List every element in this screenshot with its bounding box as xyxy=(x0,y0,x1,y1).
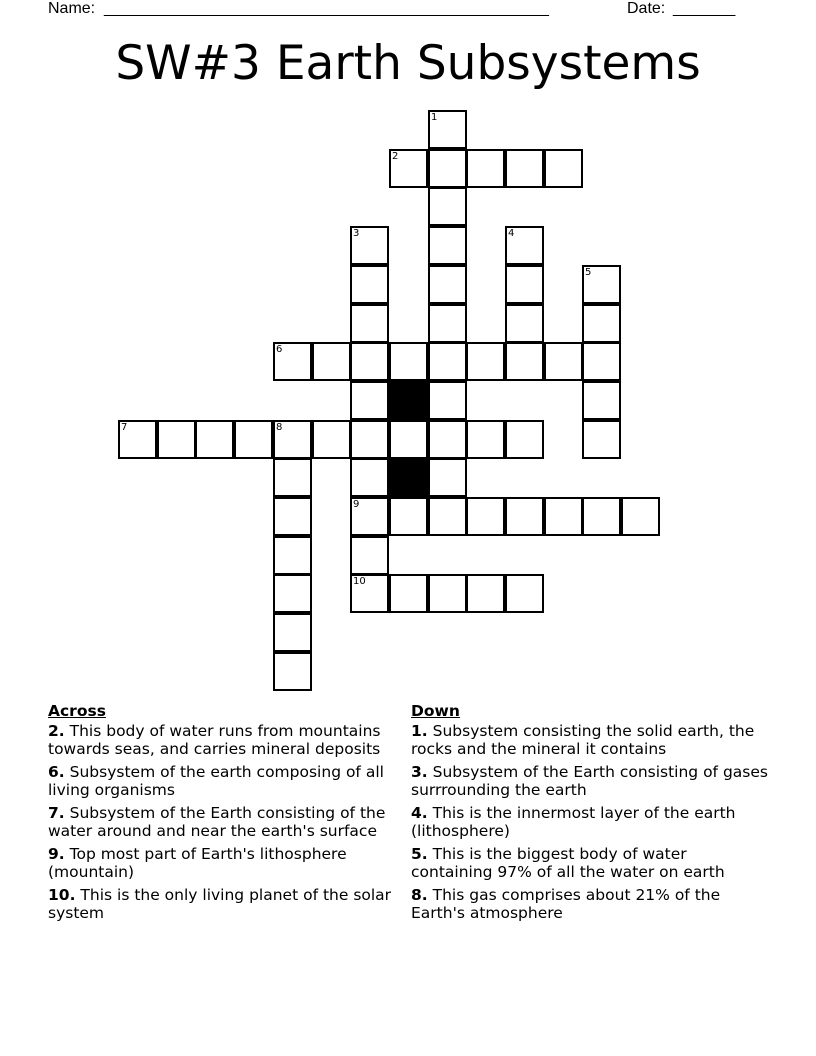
clue-text: This gas comprises about 21% of the Earth's atmosphere xyxy=(411,886,721,922)
grid-cell[interactable] xyxy=(350,574,389,613)
cell-clue-number: 9 xyxy=(353,499,360,510)
clue-item xyxy=(48,722,408,758)
grid-cell[interactable] xyxy=(505,265,544,304)
name-line[interactable]: __________________________________________________ xyxy=(104,0,549,17)
grid-cell[interactable] xyxy=(312,420,351,459)
clue-item xyxy=(411,763,771,799)
grid-cell[interactable] xyxy=(273,342,312,381)
grid-cell[interactable] xyxy=(389,574,428,613)
grid-cell[interactable] xyxy=(466,497,505,536)
grid-cell[interactable] xyxy=(428,110,467,149)
clue-text: Subsystem of the Earth consisting of gases surrrounding the earth xyxy=(411,763,768,799)
grid-cell[interactable] xyxy=(428,458,467,497)
clue-text: This is the innermost layer of the earth (lithosphere) xyxy=(411,804,736,840)
grid-cell[interactable] xyxy=(273,420,312,459)
grid-cell[interactable] xyxy=(273,652,312,691)
grid-cell[interactable] xyxy=(544,342,583,381)
clue-text: Subsystem of the Earth consisting of the water around and near the earth's surface xyxy=(48,804,386,840)
grid-cell[interactable] xyxy=(466,342,505,381)
grid-cell[interactable] xyxy=(582,342,621,381)
clue-text: Top most part of Earth's lithosphere (mountain) xyxy=(48,845,347,881)
grid-cell[interactable] xyxy=(505,497,544,536)
grid-cell[interactable] xyxy=(428,304,467,343)
grid-cell[interactable] xyxy=(428,226,467,265)
grid-cell[interactable] xyxy=(505,574,544,613)
grid-cell[interactable] xyxy=(389,497,428,536)
down-clues xyxy=(411,702,771,927)
grid-cell[interactable] xyxy=(582,304,621,343)
clue-item xyxy=(48,804,408,840)
date-line[interactable]: _______ xyxy=(673,0,736,17)
grid-cell[interactable] xyxy=(350,458,389,497)
grid-cell[interactable] xyxy=(350,304,389,343)
clue-item xyxy=(48,886,408,922)
black-cell xyxy=(389,381,428,420)
cell-clue-number: 6 xyxy=(276,344,283,355)
clue-number: 9. xyxy=(48,845,65,863)
grid-cell[interactable] xyxy=(505,420,544,459)
grid-cell[interactable] xyxy=(582,420,621,459)
clue-text: Subsystem consisting the solid earth, the rocks and the mineral it contains xyxy=(411,722,755,758)
grid-cell[interactable] xyxy=(157,420,196,459)
clue-number: 7. xyxy=(48,804,65,822)
clue-number: 1. xyxy=(411,722,428,740)
grid-cell[interactable] xyxy=(273,497,312,536)
grid-cell[interactable] xyxy=(544,497,583,536)
clue-text: Subsystem of the earth composing of all living organisms xyxy=(48,763,384,799)
grid-cell[interactable] xyxy=(466,149,505,188)
grid-cell[interactable] xyxy=(428,381,467,420)
grid-cell[interactable] xyxy=(195,420,234,459)
grid-cell[interactable] xyxy=(350,381,389,420)
grid-cell[interactable] xyxy=(544,149,583,188)
grid-cell[interactable] xyxy=(273,536,312,575)
clue-text: This body of water runs from mountains towards seas, and carries mineral deposits xyxy=(48,722,381,758)
clue-item xyxy=(411,804,771,840)
clue-item xyxy=(48,763,408,799)
grid-cell[interactable] xyxy=(350,265,389,304)
grid-cell[interactable] xyxy=(350,420,389,459)
cell-clue-number: 8 xyxy=(276,422,283,433)
clue-item xyxy=(48,845,408,881)
grid-cell[interactable] xyxy=(621,497,660,536)
cell-clue-number: 5 xyxy=(585,267,592,278)
grid-cell[interactable] xyxy=(466,574,505,613)
grid-cell[interactable] xyxy=(505,149,544,188)
cell-clue-number: 10 xyxy=(353,576,366,587)
grid-cell[interactable] xyxy=(428,149,467,188)
grid-cell[interactable] xyxy=(350,497,389,536)
grid-cell[interactable] xyxy=(234,420,273,459)
grid-cell[interactable] xyxy=(389,420,428,459)
grid-cell[interactable] xyxy=(428,342,467,381)
cell-clue-number: 4 xyxy=(508,228,515,239)
grid-cell[interactable] xyxy=(312,342,351,381)
clue-item xyxy=(411,886,771,922)
down-heading: Down xyxy=(411,702,460,720)
grid-cell[interactable] xyxy=(273,458,312,497)
clue-number: 3. xyxy=(411,763,428,781)
grid-cell[interactable] xyxy=(428,187,467,226)
grid-cell[interactable] xyxy=(428,574,467,613)
grid-cell[interactable] xyxy=(582,265,621,304)
page-title: SW#3 Earth Subsystems xyxy=(115,36,701,91)
clue-number: 8. xyxy=(411,886,428,904)
grid-cell[interactable] xyxy=(505,226,544,265)
clue-number: 10. xyxy=(48,886,76,904)
grid-cell[interactable] xyxy=(118,420,157,459)
clue-number: 6. xyxy=(48,763,65,781)
grid-cell[interactable] xyxy=(428,420,467,459)
clue-item xyxy=(411,845,771,881)
grid-cell[interactable] xyxy=(505,342,544,381)
cell-clue-number: 3 xyxy=(353,228,360,239)
grid-cell[interactable] xyxy=(428,265,467,304)
grid-cell[interactable] xyxy=(350,226,389,265)
grid-cell[interactable] xyxy=(350,342,389,381)
grid-cell[interactable] xyxy=(505,304,544,343)
cell-clue-number: 2 xyxy=(392,151,399,162)
black-cell xyxy=(389,458,428,497)
grid-cell[interactable] xyxy=(582,381,621,420)
grid-cell[interactable] xyxy=(582,497,621,536)
clue-text: This is the biggest body of water containing 97% of all the water on earth xyxy=(411,845,725,881)
grid-cell[interactable] xyxy=(389,149,428,188)
grid-cell[interactable] xyxy=(273,613,312,652)
grid-cell[interactable] xyxy=(350,536,389,575)
cell-clue-number: 7 xyxy=(121,422,128,433)
across-clues xyxy=(48,702,408,927)
clue-item xyxy=(411,722,771,758)
name-label: Name: xyxy=(48,0,96,17)
clue-number: 5. xyxy=(411,845,428,863)
clue-number: 2. xyxy=(48,722,65,740)
grid-cell[interactable] xyxy=(466,420,505,459)
clue-text: This is the only living planet of the solar system xyxy=(48,886,392,922)
grid-cell[interactable] xyxy=(273,574,312,613)
grid-cell[interactable] xyxy=(428,497,467,536)
clue-number: 4. xyxy=(411,804,428,822)
date-label: Date: xyxy=(627,0,666,17)
cell-clue-number: 1 xyxy=(431,112,438,123)
across-heading: Across xyxy=(48,702,106,720)
grid-cell[interactable] xyxy=(389,342,428,381)
